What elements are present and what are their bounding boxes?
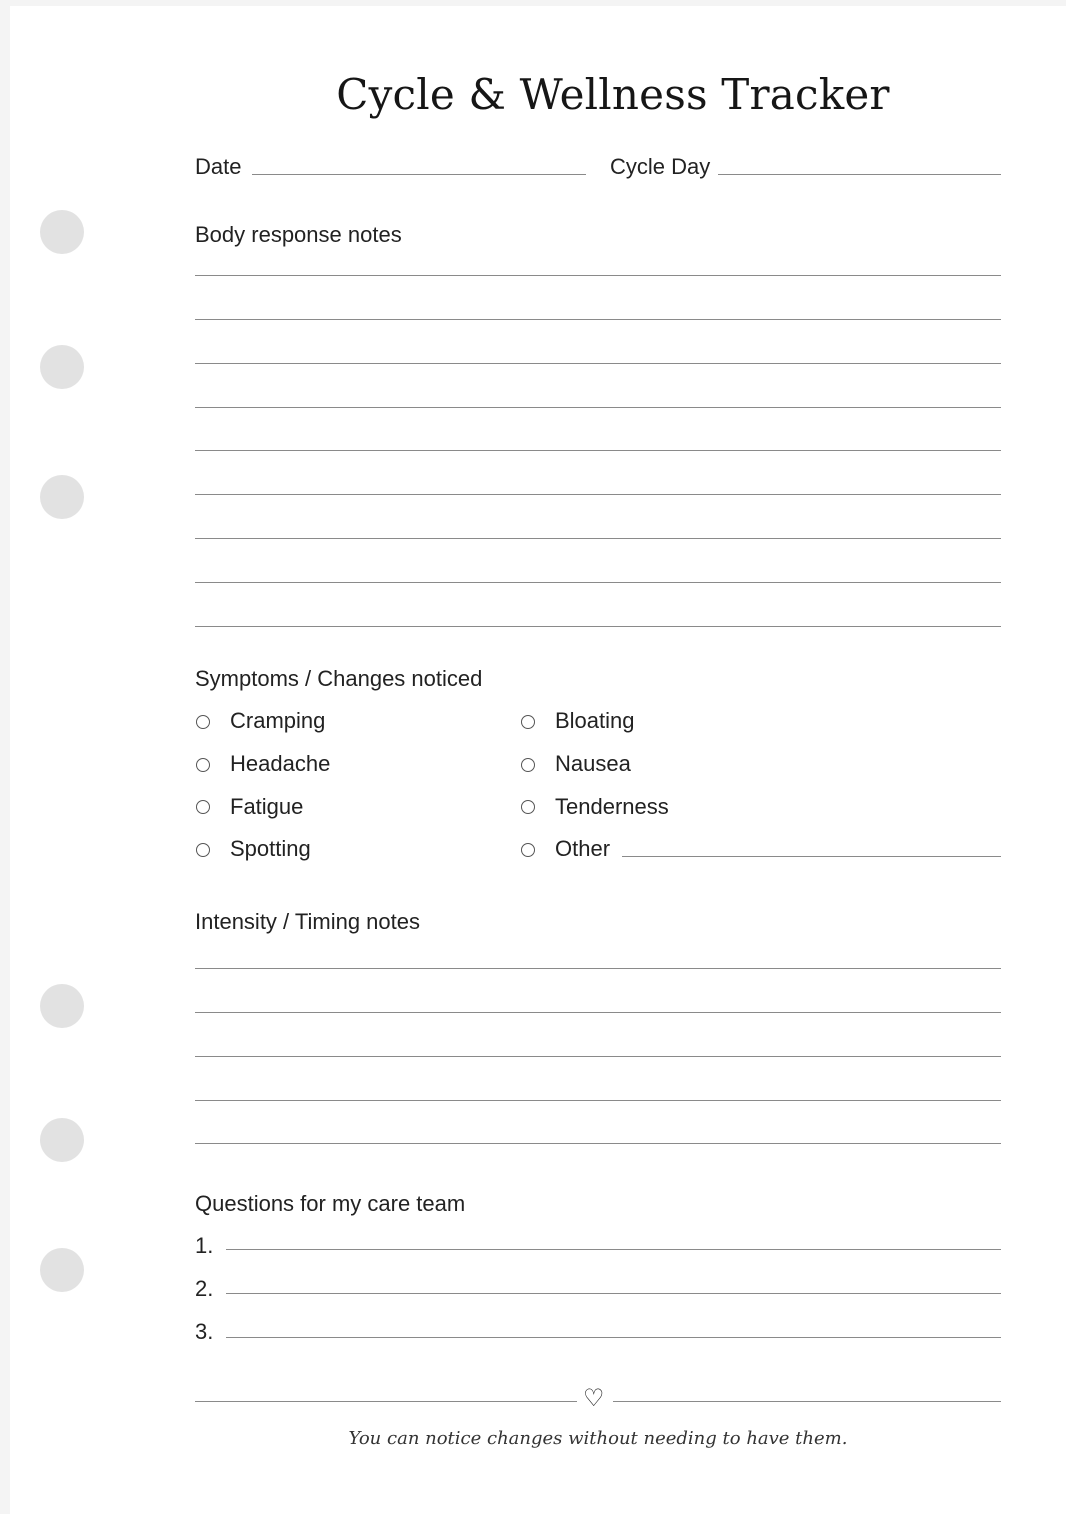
cycle-day-label: Cycle Day: [610, 154, 711, 179]
planner-page: [10, 6, 1066, 1514]
symptom-label: Cramping: [230, 708, 326, 733]
heart-icon: ♡: [583, 1385, 605, 1412]
punch-hole: [40, 345, 84, 389]
page-title: Cycle & Wellness Tracker: [336, 70, 890, 119]
date-label: Date: [195, 154, 242, 179]
writing-line[interactable]: [195, 275, 1001, 276]
questions-heading: Questions for my care team: [195, 1191, 466, 1216]
date-input-line[interactable]: [252, 174, 586, 175]
punch-hole: [40, 984, 84, 1028]
question-input-line[interactable]: [226, 1337, 1001, 1338]
symptom-checkbox-nausea[interactable]: [521, 758, 535, 772]
question-number: 1.: [195, 1233, 214, 1258]
writing-line[interactable]: [195, 1056, 1001, 1057]
punch-hole: [40, 1118, 84, 1162]
question-number: 2.: [195, 1276, 214, 1301]
symptom-label: Bloating: [555, 708, 635, 733]
symptom-checkbox-cramping[interactable]: [196, 715, 210, 729]
question-number: 3.: [195, 1319, 214, 1344]
symptom-label: Headache: [230, 751, 331, 776]
writing-line[interactable]: [195, 1100, 1001, 1101]
writing-line[interactable]: [195, 363, 1001, 364]
punch-hole: [40, 1248, 84, 1292]
writing-line[interactable]: [195, 538, 1001, 539]
writing-line[interactable]: [195, 407, 1001, 408]
writing-line[interactable]: [195, 968, 1001, 969]
symptom-checkbox-spotting[interactable]: [196, 843, 210, 857]
symptom-checkbox-fatigue[interactable]: [196, 800, 210, 814]
symptom-label: Tenderness: [555, 794, 669, 819]
writing-line[interactable]: [195, 450, 1001, 451]
symptom-label: Fatigue: [230, 794, 304, 819]
symptom-label: Spotting: [230, 836, 311, 861]
other-input-line[interactable]: [622, 856, 1001, 857]
question-input-line[interactable]: [226, 1249, 1001, 1250]
symptom-label: Other: [555, 836, 611, 861]
cycle-day-input-line[interactable]: [718, 174, 1001, 175]
writing-line[interactable]: [195, 626, 1001, 627]
writing-line[interactable]: [195, 319, 1001, 320]
symptom-checkbox-bloating[interactable]: [521, 715, 535, 729]
footer-quote: You can notice changes without needing to have them.: [348, 1428, 848, 1449]
symptom-label: Nausea: [555, 751, 631, 776]
symptoms-heading: Symptoms / Changes noticed: [195, 666, 483, 691]
symptom-checkbox-headache[interactable]: [196, 758, 210, 772]
footer-divider-left: [195, 1401, 577, 1402]
symptom-checkbox-tenderness[interactable]: [521, 800, 535, 814]
writing-line[interactable]: [195, 494, 1001, 495]
intensity-heading: Intensity / Timing notes: [195, 909, 420, 934]
punch-hole: [40, 475, 84, 519]
writing-line[interactable]: [195, 1012, 1001, 1013]
question-input-line[interactable]: [226, 1293, 1001, 1294]
punch-hole: [40, 210, 84, 254]
footer-divider-right: [613, 1401, 1001, 1402]
symptom-checkbox-other[interactable]: [521, 843, 535, 857]
body-notes-heading: Body response notes: [195, 222, 402, 247]
writing-line[interactable]: [195, 1143, 1001, 1144]
writing-line[interactable]: [195, 582, 1001, 583]
